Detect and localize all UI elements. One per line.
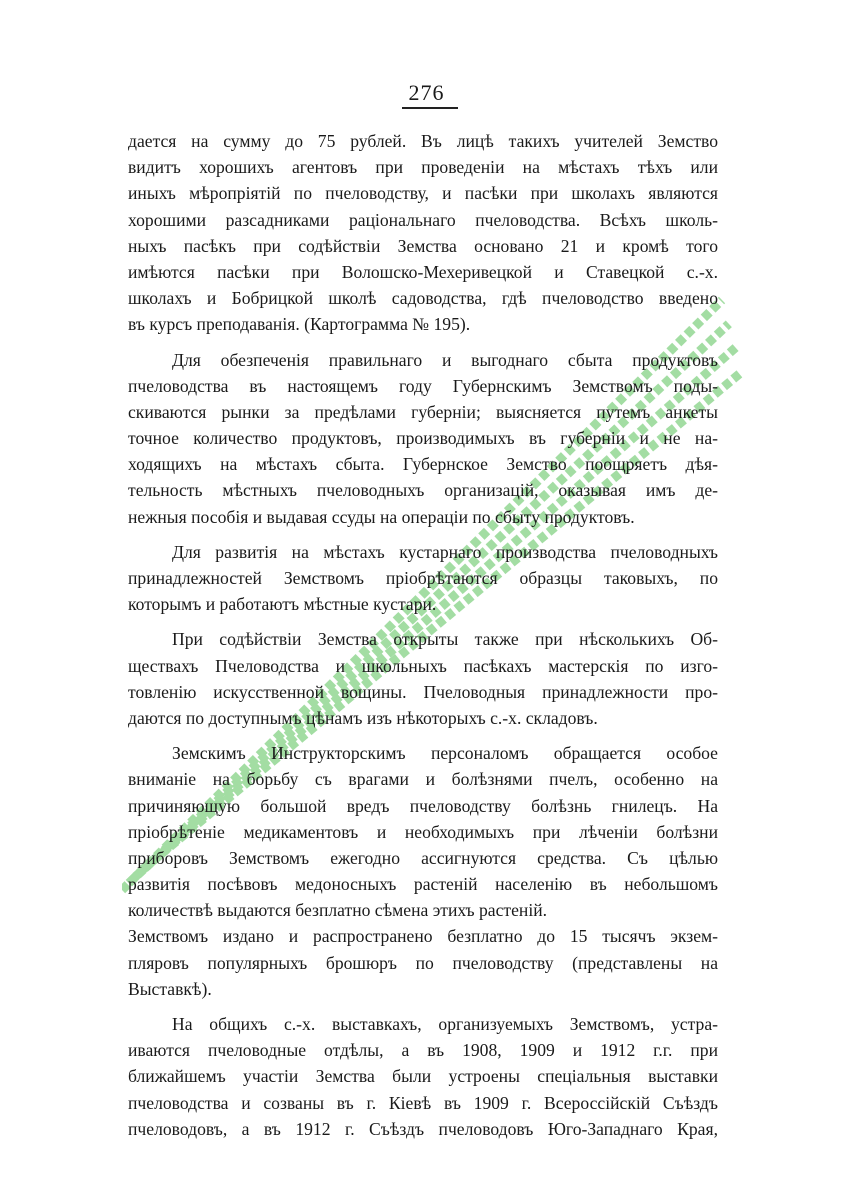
body-text	[128, 128, 718, 1151]
text-line: школахъ и Бобрицкой школѣ садоводства, гдѣ пчеловодство введено	[128, 288, 718, 309]
text-line: точное количество продуктовъ, производимыхъ въ губернiи и не на-	[128, 428, 718, 449]
text-line: ходящихъ на мѣстахъ сбыта. Губернское Земство поощряетъ дѣя-	[128, 454, 718, 475]
text-line: Для развитiя на мѣстахъ кустарнаго производства пчеловодныхъ	[172, 541, 718, 562]
page-number-underline	[402, 107, 458, 109]
text-line: пчеловодовъ, а въ 1912 г. Съѣздъ пчеловодовъ Юго-Западнаго Края,	[128, 1118, 718, 1139]
text-line: которымъ и работаютъ мѣстные кустари.	[128, 594, 437, 615]
paragraph-1	[128, 128, 718, 338]
text-line: Выставкѣ).	[128, 978, 212, 999]
page-number: 276	[408, 80, 445, 105]
text-line: развитiя посѣвовъ медоносныхъ растенiй населенiю въ небольшомъ	[128, 874, 718, 895]
text-line: пчеловодства и созваны въ г. Кiевѣ въ 1909 г. Всероссiйскiй Съѣздъ	[128, 1092, 718, 1113]
paragraph-6	[128, 1011, 718, 1142]
text-line: количествѣ выдаются безплатно сѣмена этихъ растенiй.	[128, 900, 548, 921]
text-line: Для обезпеченiя правильнаго и выгоднаго сбыта продуктовъ	[172, 349, 718, 370]
text-line: пляровъ популярныхъ брошюръ по пчеловодству (представлены на	[128, 952, 718, 973]
text-line: ныхъ пасѣкъ при содѣйствiи Земства основано 21 и кромѣ того	[128, 235, 718, 256]
text-line: дается на сумму до 75 рублей. Въ лицѣ такихъ учителей Земство	[128, 131, 718, 151]
text-line: нежныя пособiя и выдавая ссуды на операцiи по сбыту продуктовъ.	[128, 506, 635, 527]
text-line: хорошими разсадниками рацiональнаго пчеловодства. Всѣхъ школь-	[128, 209, 718, 230]
text-line: приборовъ Земствомъ ежегодно ассигнуются средства. Съ цѣлью	[128, 847, 718, 868]
text-line: скиваются рынки за предѣлами губернiи; выясняется путемъ анкеты	[128, 401, 718, 422]
text-line: даются по доступнымъ цѣнамъ изъ нѣкоторыхъ с.-х. складовъ.	[128, 707, 598, 728]
text-line: въ курсъ преподаванiя. (Картограмма № 195).	[128, 314, 471, 335]
text-line: пчеловодства въ настоящемъ году Губернскимъ Земствомъ поды-	[128, 375, 718, 396]
paragraph-5	[128, 740, 718, 1002]
text-line: Земскимъ Инструкторскимъ персоналомъ обращается особое	[172, 743, 718, 764]
text-line: причиняющую большой вредъ пчеловодству болѣзнь гнилецъ. На	[128, 795, 718, 816]
text-line: ближайшемъ участiи Земства были устроены спецiальныя выставки	[128, 1066, 718, 1087]
text-line: иныхъ мѣропрiятiй по пчеловодству, и пасѣки при школахъ являются	[128, 183, 718, 204]
text-line: принадлежностей Земствомъ прiобрѣтаются образцы таковыхъ, по	[128, 568, 718, 588]
text-line: При содѣйствiи Земства открыты также при нѣсколькихъ Об-	[172, 629, 718, 650]
text-line: тельность мѣстныхъ пчеловодныхъ организацiй, оказывая имъ де-	[128, 480, 718, 501]
text-line: прiобрѣтенiе медикаментовъ и необходимыхъ при лѣченiи болѣзни	[128, 821, 718, 842]
text-line: вниманiе на борьбу съ врагами и болѣзнями пчелъ, особенно на	[128, 769, 718, 790]
paragraph-3	[128, 539, 718, 618]
text-line: товленiю искусственной вощины. Пчеловодныя принадлежности про-	[128, 681, 718, 702]
text-line: На общихъ с.-х. выставкахъ, организуемыхъ Земствомъ, устра-	[172, 1014, 718, 1034]
paragraph-4	[128, 626, 718, 731]
text-line: имѣются пасѣки при Волошско-Мехеривецкой и Ставецкой с.-х.	[128, 261, 718, 282]
text-line: иваются пчеловодные отдѣлы, а въ 1908, 1909 и 1912 г.г. при	[128, 1040, 718, 1061]
paragraph-2	[128, 347, 718, 530]
text-line: ществахъ Пчеловодства и школьныхъ пасѣкахъ мастерскiя по изго-	[128, 655, 718, 676]
text-line: Земствомъ издано и распространено безплатно до 15 тысячъ экзем-	[128, 926, 718, 947]
text-line: видитъ хорошихъ агентовъ при проведенiи на мѣстахъ тѣхъ или	[128, 157, 718, 178]
